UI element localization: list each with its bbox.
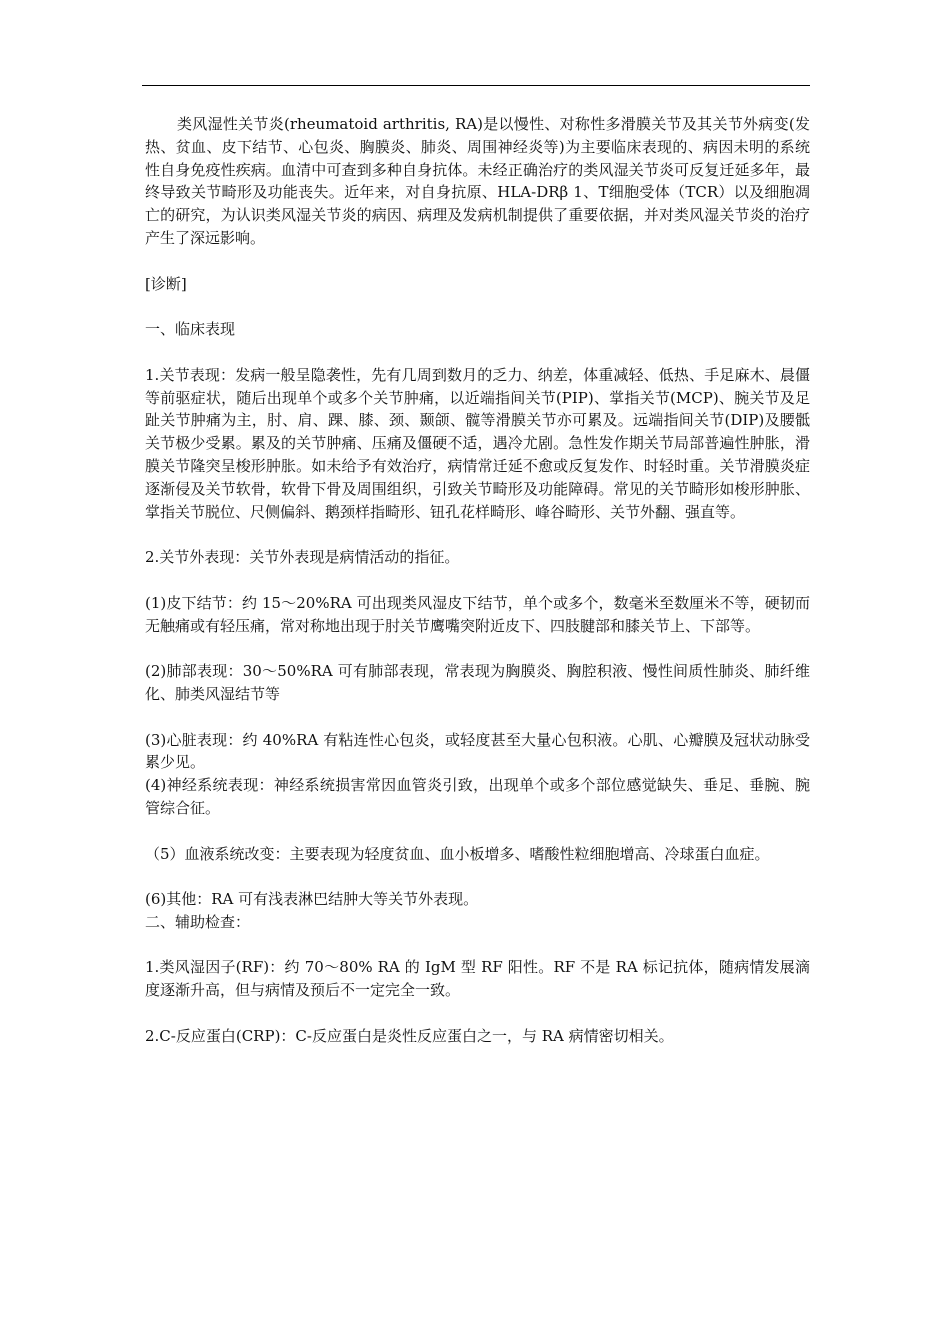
document-body — [145, 113, 810, 1048]
diagnosis-heading: [诊断] — [145, 274, 187, 293]
blood-paragraph: （5）血液系统改变：主要表现为轻度贫血、血小板增多、嗜酸性粒细胞增高、冷球蛋白血症。 — [145, 844, 770, 863]
lung-paragraph: (2)肺部表现：30～50%RA 可有肺部表现，常表现为胸膜炎、胸腔积液、慢性间质性肺炎、肺纤维化、肺类风湿结节等 — [145, 662, 810, 703]
rf-paragraph: 1.类风湿因子(RF)：约 70～80% RA 的 IgM 型 RF 阳性。RF 不是 RA 标记抗体，随病情发展滴度逐渐升高，但与病情及预后不一定完全一致。 — [145, 958, 810, 1000]
other-paragraph: (6)其他：RA 可有浅表淋巴结肿大等关节外表现。 — [145, 890, 479, 909]
extra-articular-paragraph: 2.关节外表现：关节外表现是病情活动的指征。 — [145, 548, 460, 567]
auxiliary-heading: 二、辅助检查： — [145, 912, 251, 931]
nervous-paragraph: (4)神经系统表现：神经系统损害常因血管炎引致，出现单个或多个部位感觉缺失、垂足、垂腕、腕管综合征。 — [145, 776, 810, 817]
heart-paragraph: (3)心脏表现：约 40%RA 有粘连性心包炎，或轻度甚至大量心包积液。心肌、心瓣膜及冠状动脉受累少见。 — [145, 730, 810, 772]
intro-paragraph: 类风湿性关节炎(rheumatoid arthritis, RA)是以慢性、对称性多滑膜关节及其关节外病变(发热、贫血、皮下结节、心包炎、胸膜炎、肺炎、周围神经炎等)为主要临床表现的、病因未明的系统性自身免疫性疾病。血清中可查到多种自身抗体。未经正确治疗的类风湿关节炎可反复迁延多年，最终导致关节畸形及功能丧失。近年来，对自身抗原、HLA-DRβ 1、T细胞受体（TCR）以及细胞凋亡的研究，为认识类风湿关节炎的病因、病理及发病机制提供了重要依据，并对类风湿关节炎的治疗产生了深远影响。 — [145, 115, 810, 247]
joint-paragraph: 1.关节表现：发病一般呈隐袭性，先有几周到数月的乏力、纳差，体重减轻、低热、手足麻木、晨僵等前驱症状，随后出现单个或多个关节肿痛，以近端指间关节(PIP)、掌指关节(MCP)、腕关节及足趾关节肿痛为主，肘、肩、踝、膝、颈、颞颌、髋等滑膜关节亦可累及。远端指间关节(DIP)及腰骶关节极少受累。累及的关节肿痛、压痛及僵硬不适，遇冷尤剧。急性发作期关节局部普遍性肿胀，滑膜关节隆突呈梭形肿胀。如未给予有效治疗，病情常迁延不愈或反复发作、时轻时重。关节滑膜炎症逐渐侵及关节软骨，软骨下骨及周围组织，引致关节畸形及功能障碍。常见的关节畸形如梭形肿胀、掌指关节脱位、尺侧偏斜、鹅颈样指畸形、钮孔花样畸形、峰谷畸形、关节外翻、强直等。 — [145, 365, 810, 521]
header-rule — [142, 85, 810, 86]
subcutaneous-nodule-paragraph: (1)皮下结节：约 15～20%RA 可出现类风湿皮下结节，单个或多个，数毫米至数厘米不等，硬韧而无触痛或有轻压痛，常对称地出现于肘关节鹰嘴突附近皮下、四肢腱部和膝关节上、下部等。 — [145, 593, 810, 635]
crp-paragraph: 2.C-反应蛋白(CRP)：C-反应蛋白是炎性反应蛋白之一，与 RA 病情密切相关。 — [145, 1026, 674, 1045]
clinical-heading: 一、临床表现 — [145, 320, 236, 339]
